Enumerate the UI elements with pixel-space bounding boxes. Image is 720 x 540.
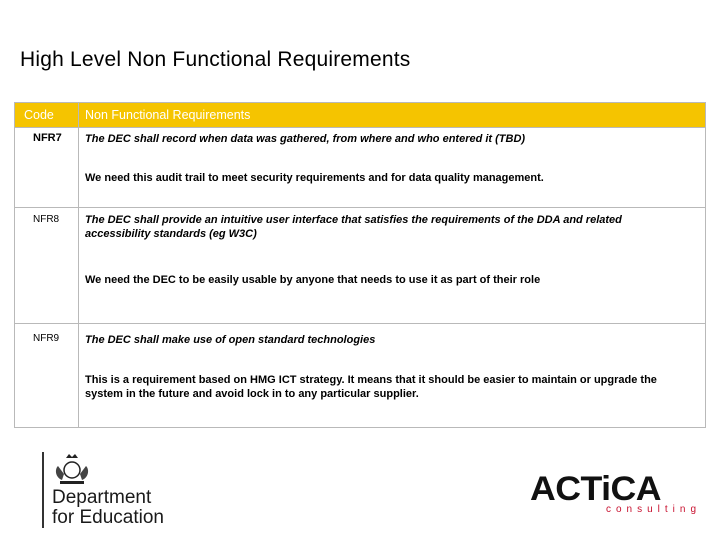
dfe-line-2: for Education (52, 507, 164, 528)
requirements-column-header: Non Functional Requirements (85, 108, 251, 122)
row-divider (15, 323, 705, 324)
column-divider (78, 103, 79, 427)
row-note-nfr9: This is a requirement based on HMG ICT strategy. It means that it should be easier to maintain or upgrade the system in the future and avoid lock in to any particular supplier. (85, 374, 657, 400)
requirements-table (14, 102, 706, 428)
row-note-nfr7: We need this audit trail to meet security requirements and for data quality management. (85, 172, 544, 184)
royal-crest-icon (52, 452, 92, 486)
row-code-nfr8: NFR8 (33, 214, 60, 225)
row-divider (15, 127, 705, 128)
row-code-nfr9: NFR9 (33, 333, 60, 344)
actica-subtitle: consulting (606, 504, 702, 515)
table-header (15, 103, 705, 127)
row-requirement-nfr8: The DEC shall provide an intuitive user interface that satisfies the requirements of the DDA and related accessibility standards (eg W3C) (85, 214, 622, 240)
actica-wordmark: ACTiCA (530, 470, 662, 508)
row-requirement-nfr9: The DEC shall make use of open standard technologies (85, 334, 376, 346)
page-title: High Level Non Functional Requirements (20, 48, 411, 71)
row-requirement-nfr7: The DEC shall record when data was gathered, from where and who entered it (TBD) (85, 133, 526, 145)
code-column-header: Code (24, 108, 54, 122)
row-divider (15, 207, 705, 208)
dfe-logo-text (52, 488, 164, 528)
row-note-nfr8: We need the DEC to be easily usable by anyone that needs to use it as part of their role (85, 274, 541, 286)
dfe-logo-bar (42, 452, 44, 528)
row-code-nfr7: NFR7 (33, 132, 62, 144)
dfe-line-1: Department (52, 487, 152, 508)
